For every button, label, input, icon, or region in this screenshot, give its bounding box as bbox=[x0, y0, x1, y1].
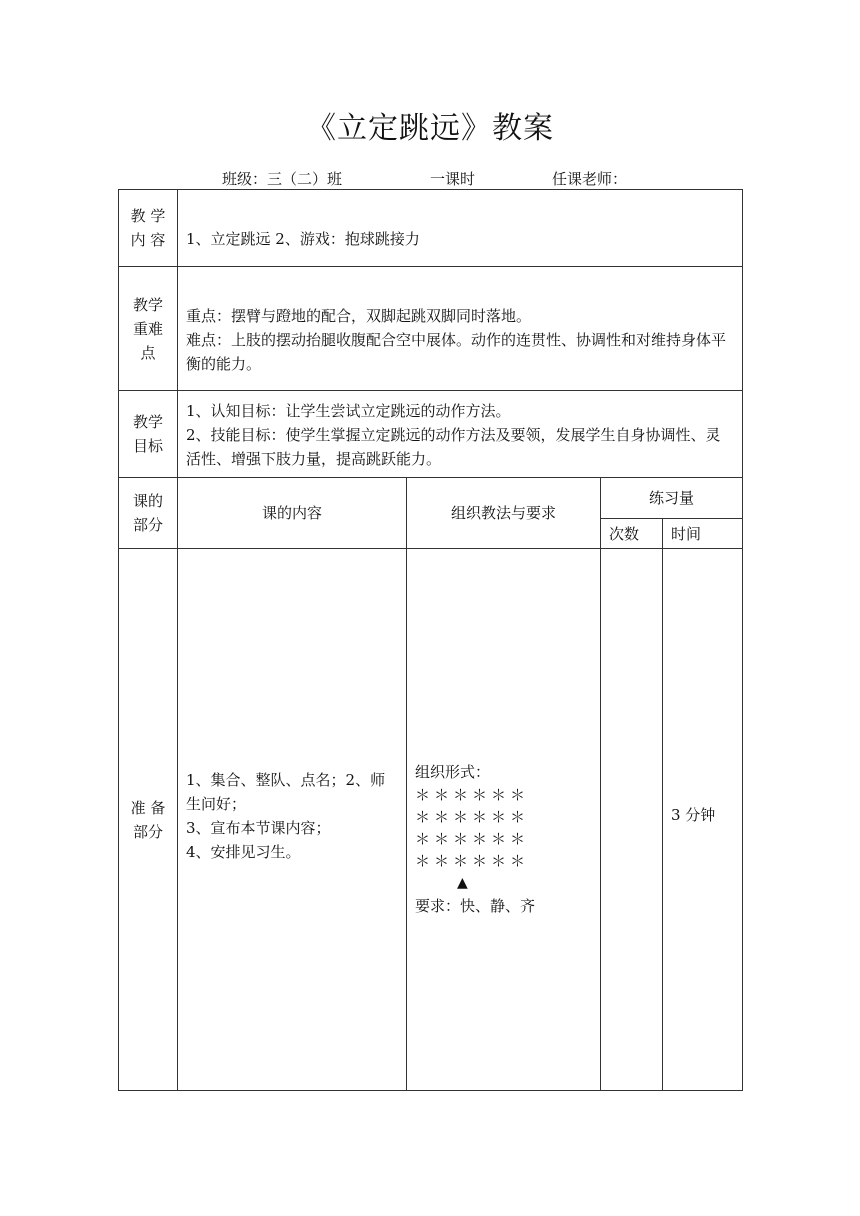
header-time: 时间 bbox=[663, 519, 743, 549]
teacher-label: 任课老师： bbox=[552, 170, 628, 188]
goals-row bbox=[119, 391, 743, 478]
content-row-text: 1、立定跳远 2、游戏：抱球跳接力 bbox=[178, 190, 743, 267]
teacher-marker-icon: ▲ bbox=[457, 874, 468, 891]
content-row bbox=[119, 190, 743, 267]
prep-label: 准 备 部分 bbox=[119, 549, 178, 1091]
requirement-text: 要求：快、静、齐 bbox=[415, 896, 536, 915]
formation-row: ＊＊＊＊＊＊ bbox=[415, 785, 530, 804]
period-label: 一课时 bbox=[430, 170, 476, 188]
prep-row bbox=[119, 549, 743, 1091]
goals-text: 1、认知目标：让学生尝试立定跳远的动作方法。 2、技能目标：使学生掌握立定跳远的动作方法及要领，发展学生自身协调性、灵活性、增强下肢力量，提高跳跃能力。 bbox=[178, 391, 743, 478]
prep-method bbox=[407, 549, 601, 1091]
page-title: 《立定跳远》教案 bbox=[306, 111, 554, 146]
header-count: 次数 bbox=[601, 519, 663, 549]
key-points-row bbox=[119, 267, 743, 391]
class-label: 班级：三（二）班 bbox=[222, 170, 343, 188]
formation-row: ＊＊＊＊＊＊ bbox=[415, 851, 530, 870]
method-title: 组织形式： bbox=[415, 762, 491, 781]
lesson-plan-table bbox=[118, 189, 743, 1091]
prep-content: 1、集合、整队、点名；2、师生问好； 3、宣布本节课内容； 4、安排见习生。 bbox=[178, 549, 407, 1091]
header-row bbox=[119, 478, 743, 519]
key-points-text: 重点：摆臂与蹬地的配合，双脚起跳双脚同时落地。 难点：上肢的摆动抬腿收腹配合空中展体。动作的连贯性、协调性和对维持身体平衡的能力。 bbox=[178, 267, 743, 391]
prep-time: 3 分钟 bbox=[663, 549, 743, 1091]
formation-row: ＊＊＊＊＊＊ bbox=[415, 807, 530, 826]
formation-row: ＊＊＊＊＊＊ bbox=[415, 829, 530, 848]
header-part: 课的 部分 bbox=[119, 478, 178, 549]
header-content: 课的内容 bbox=[178, 478, 407, 549]
goals-label: 教学 目标 bbox=[119, 391, 178, 478]
prep-count bbox=[601, 549, 663, 1091]
content-row-label: 教 学 内 容 bbox=[119, 190, 178, 267]
key-points-label: 教学 重难 点 bbox=[119, 267, 178, 391]
header-practice: 练习量 bbox=[601, 478, 743, 519]
header-method: 组织教法与要求 bbox=[407, 478, 601, 549]
